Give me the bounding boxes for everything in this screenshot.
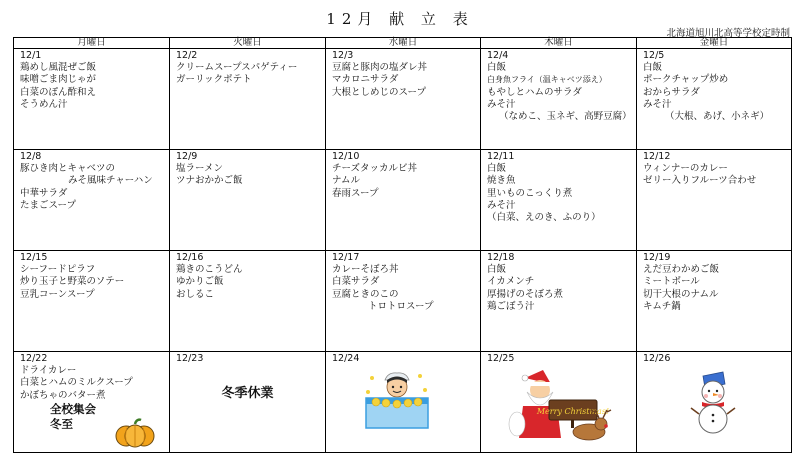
day-cell xyxy=(14,49,170,150)
winter-break-label: 冬季休業 xyxy=(221,386,274,401)
weekday-tuesday: 火曜日 xyxy=(170,38,326,49)
day-date: 12/24 xyxy=(332,353,360,364)
day-date: 12/10 xyxy=(332,151,360,162)
menu-item-note: （なめこ、玉ネギ、高野豆腐） xyxy=(499,111,632,123)
day-date: 12/12 xyxy=(643,151,671,162)
menu-item: ナムル xyxy=(332,175,361,187)
menu-item: おしるこ xyxy=(176,288,215,300)
weekday-thursday: 木曜日 xyxy=(481,38,637,49)
menu-item: えだ豆わかめご飯 xyxy=(643,264,720,276)
menu-item: 白飯 xyxy=(487,163,507,175)
menu-item: ポークチャップ炒め xyxy=(643,74,729,86)
day-cell xyxy=(14,352,170,453)
day-date: 12/23 xyxy=(176,353,204,364)
menu-item: 白菜サラダ xyxy=(332,276,380,288)
day-cell xyxy=(326,49,481,150)
weekday-header-row xyxy=(14,38,792,49)
menu-item: 中華サラダ xyxy=(20,187,68,199)
menu-item: 春雨スープ xyxy=(332,187,379,199)
menu-item: 塩ラーメン xyxy=(176,163,224,175)
menu-item: 白菜とハムのミルクスープ xyxy=(20,377,133,389)
day-cell xyxy=(14,150,170,251)
day-date: 12/2 xyxy=(176,50,198,61)
day-date: 12/25 xyxy=(487,353,515,364)
event-winter-solstice: 冬至 xyxy=(50,416,73,431)
menu-item: 里いものこっくり煮 xyxy=(487,187,573,199)
day-cell xyxy=(326,150,481,251)
day-cell xyxy=(637,150,792,251)
week-row-4 xyxy=(14,352,792,453)
day-date: 12/4 xyxy=(487,50,509,61)
menu-item: チーズタッカルビ丼 xyxy=(332,163,418,175)
menu-item: 白身魚フライ（温キャベツ添え） xyxy=(487,75,607,85)
menu-item: 鶏ごぼう汁 xyxy=(487,300,535,312)
day-cell xyxy=(170,150,326,251)
event-assembly: 全校集会 xyxy=(50,401,96,416)
day-cell xyxy=(481,352,637,453)
day-date: 12/15 xyxy=(20,252,48,263)
menu-item: 白飯 xyxy=(643,62,663,74)
menu-item: ガーリックポテト xyxy=(176,74,252,86)
day-date: 12/26 xyxy=(643,353,671,364)
day-cell xyxy=(14,251,170,352)
day-cell xyxy=(481,251,637,352)
menu-item: かぼちゃのバター煮 xyxy=(20,389,106,401)
menu-item: もやしとハムのサラダ xyxy=(487,86,582,98)
day-date: 12/5 xyxy=(643,50,665,61)
menu-item: 豆乳コーンスープ xyxy=(20,288,95,300)
christmas-sign-text: Merry Christmas! xyxy=(536,407,610,416)
weekday-wednesday: 水曜日 xyxy=(326,38,481,49)
day-date: 12/18 xyxy=(487,252,515,263)
menu-item: 豆腐ときのこの xyxy=(332,288,399,300)
santa-christmas-icon xyxy=(503,366,613,442)
day-cell xyxy=(170,352,326,453)
menu-item: シーフードピラフ xyxy=(20,264,96,276)
menu-item-note: （大根、あげ、小ネギ） xyxy=(665,111,770,123)
menu-item: みそ汁 xyxy=(487,98,516,110)
menu-item: イカメンチ xyxy=(487,276,535,288)
menu-item: 味噌ごま肉じゃが xyxy=(20,74,97,86)
day-date: 12/17 xyxy=(332,252,360,263)
menu-item: 白飯 xyxy=(487,264,507,276)
week-row-2 xyxy=(14,150,792,251)
menu-item: みそ風味チャーハン xyxy=(68,175,153,187)
weekday-monday: 月曜日 xyxy=(14,38,170,49)
day-date: 12/1 xyxy=(20,50,42,61)
weekday-friday: 金曜日 xyxy=(637,38,792,49)
snowman-icon xyxy=(689,368,737,434)
day-date: 12/19 xyxy=(643,252,671,263)
menu-item: 切干大根のナムル xyxy=(643,288,719,300)
week-row-1 xyxy=(14,49,792,150)
day-cell xyxy=(170,49,326,150)
menu-item: クリームスープスパゲティー xyxy=(176,62,298,74)
menu-item: 白飯 xyxy=(487,62,507,74)
menu-item: 焼き魚 xyxy=(487,175,516,187)
day-cell xyxy=(637,352,792,453)
day-date: 12/16 xyxy=(176,252,204,263)
menu-item: トロトロスープ xyxy=(368,300,434,312)
day-date: 12/22 xyxy=(20,353,48,364)
menu-item: 大根としめじのスープ xyxy=(332,86,427,98)
day-cell xyxy=(637,49,792,150)
day-cell xyxy=(481,49,637,150)
menu-item: みそ汁 xyxy=(487,199,516,211)
school-name: 北海道旭川北高等学校定時制 xyxy=(666,28,790,39)
day-date: 12/8 xyxy=(20,151,42,162)
menu-item: 白菜のぽん酢和え xyxy=(20,86,97,98)
menu-item: カレーそぼろ丼 xyxy=(332,264,399,276)
pumpkin-icon xyxy=(114,418,156,448)
menu-item: ゼリー入りフルーツ合わせ xyxy=(643,175,757,187)
day-cell xyxy=(170,251,326,352)
day-date: 12/3 xyxy=(332,50,354,61)
menu-item: たまごスープ xyxy=(20,199,77,211)
day-cell xyxy=(637,251,792,352)
menu-item: ツナおかかご飯 xyxy=(176,175,243,187)
menu-item: ウィンナーのカレー xyxy=(643,163,728,175)
page-title: 12月 献 立 表 xyxy=(326,10,474,28)
menu-item: 鶏きのこうどん xyxy=(176,264,243,276)
menu-item: みそ汁 xyxy=(643,98,672,110)
menu-item: ゆかりご飯 xyxy=(176,276,224,288)
menu-item: そうめん汁 xyxy=(20,98,68,110)
menu-item: ミートボール xyxy=(643,276,700,288)
day-date: 12/11 xyxy=(487,151,515,162)
menu-calendar xyxy=(13,37,792,453)
menu-item: キムチ鍋 xyxy=(643,300,681,312)
menu-item: マカロニサラダ xyxy=(332,74,399,86)
menu-item: 鶏めし風混ぜご飯 xyxy=(20,62,97,74)
menu-item-note: （白菜、えのき、ふのり） xyxy=(487,212,601,224)
day-date: 12/9 xyxy=(176,151,198,162)
day-cell xyxy=(481,150,637,251)
yuzu-bath-icon xyxy=(362,370,432,432)
menu-item: ドライカレー xyxy=(20,365,77,377)
day-cell xyxy=(326,251,481,352)
menu-item: 豆腐と豚肉の塩ダレ丼 xyxy=(332,62,428,74)
menu-item: 炒り玉子と野菜のソテー xyxy=(20,276,125,288)
menu-item: 豚ひき肉とキャベツの xyxy=(20,163,116,175)
day-cell xyxy=(326,352,481,453)
menu-item: 厚揚げのそぼろ煮 xyxy=(487,288,564,300)
menu-item: おからサラダ xyxy=(643,86,700,98)
week-row-3 xyxy=(14,251,792,352)
